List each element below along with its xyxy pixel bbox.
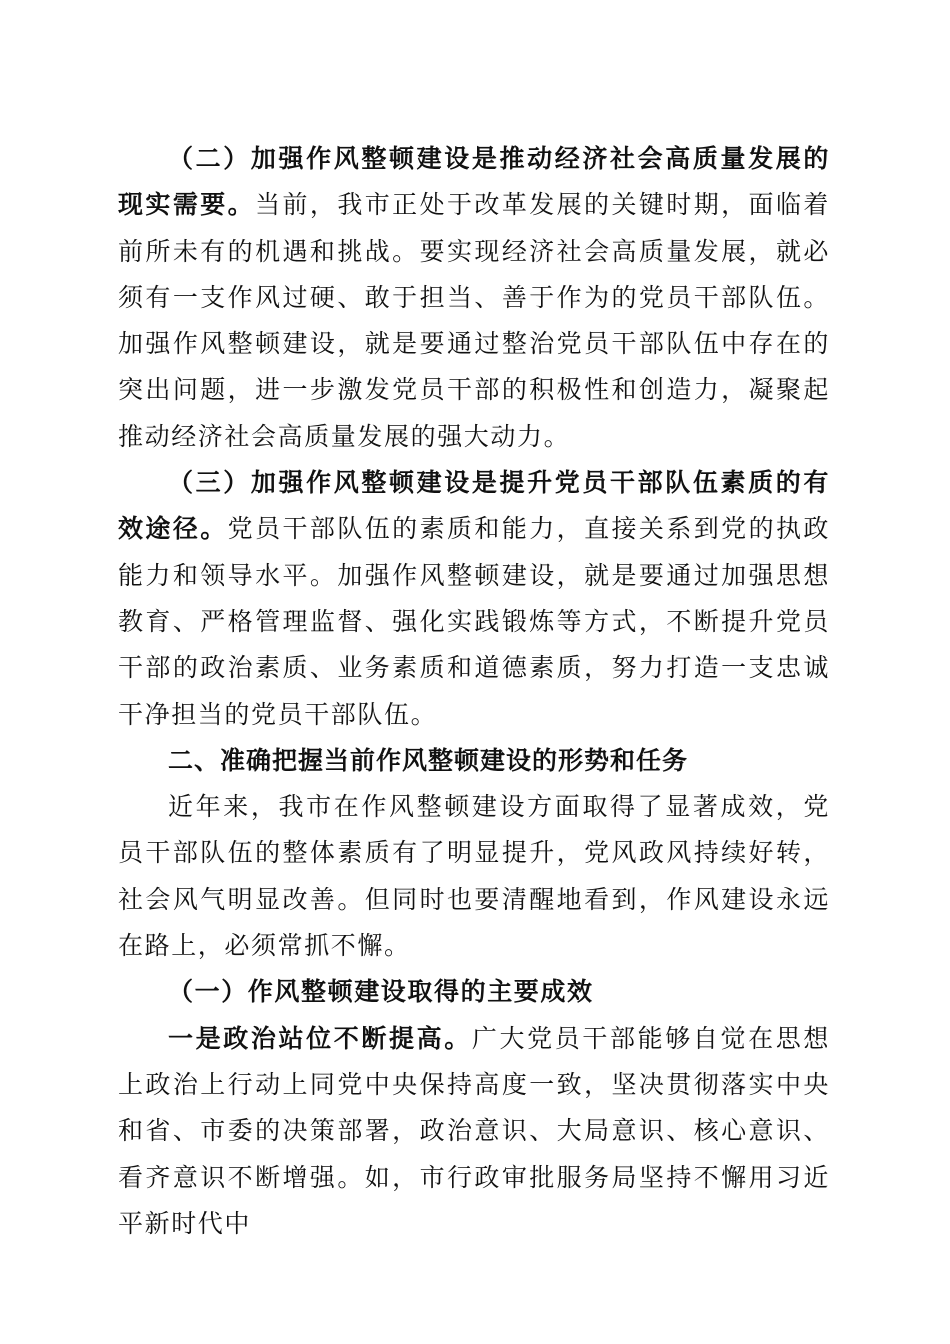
- subsection-heading-1: （一）作风整顿建设取得的主要成效: [168, 977, 594, 1007]
- paragraph-2-body: 当前，我市正处于改革发展的关键时期，面临着前所未有的机遇和挑战。要实现经济社会高质量发展，就必须有一支作风过硬、敢于担当、善于作为的党员干部队伍。加强作风整顿建设，就是要通过整治党员干部队伍中存在的突出问题，进一步激发党员干部的积极性和创造力，凝聚起推动经济社会高质量发展的强大动力。: [118, 190, 830, 451]
- achievement-1-lead: 一是政治站位不断提高。: [168, 1023, 472, 1053]
- document-page: [118, 136, 830, 1247]
- paragraph-achievement-1: [118, 1016, 830, 1247]
- paragraph-2-lead: （二）加强作风整顿建设是推动经济社会高质量发展的现实需要。: [118, 144, 830, 220]
- paragraph-2: [118, 136, 830, 460]
- paragraph-3-body: 党员干部队伍的素质和能力，直接关系到党的执政能力和领导水平。加强作风整顿建设，就是要通过加强思想教育、严格管理监督、强化实践锻炼等方式，不断提升党员干部的政治素质、业务素质和道德素质，努力打造一支忠诚干净担当的党员干部队伍。: [118, 514, 831, 729]
- paragraph-3-lead: （三）加强作风整顿建设是提升党员干部队伍素质的有效途径。: [118, 468, 830, 544]
- paragraph-situation: 近年来，我市在作风整顿建设方面取得了显著成效，党员干部队伍的整体素质有了明显提升，党风政风持续好转，社会风气明显改善。但同时也要清醒地看到，作风建设永远在路上，必须常抓不懈。: [118, 792, 830, 961]
- achievement-1-body: 广大党员干部能够自觉在思想上政治上行动上同党中央保持高度一致，坚决贯彻落实中央和省、市委的决策部署，政治意识、大局意识、核心意识、看齐意识不断增强。如，市行政审批服务局坚持不懈用习近平新时代中: [118, 1023, 830, 1238]
- section-heading-2: 二、准确把握当前作风整顿建设的形势和任务: [168, 745, 689, 775]
- paragraph-3: [118, 460, 830, 738]
